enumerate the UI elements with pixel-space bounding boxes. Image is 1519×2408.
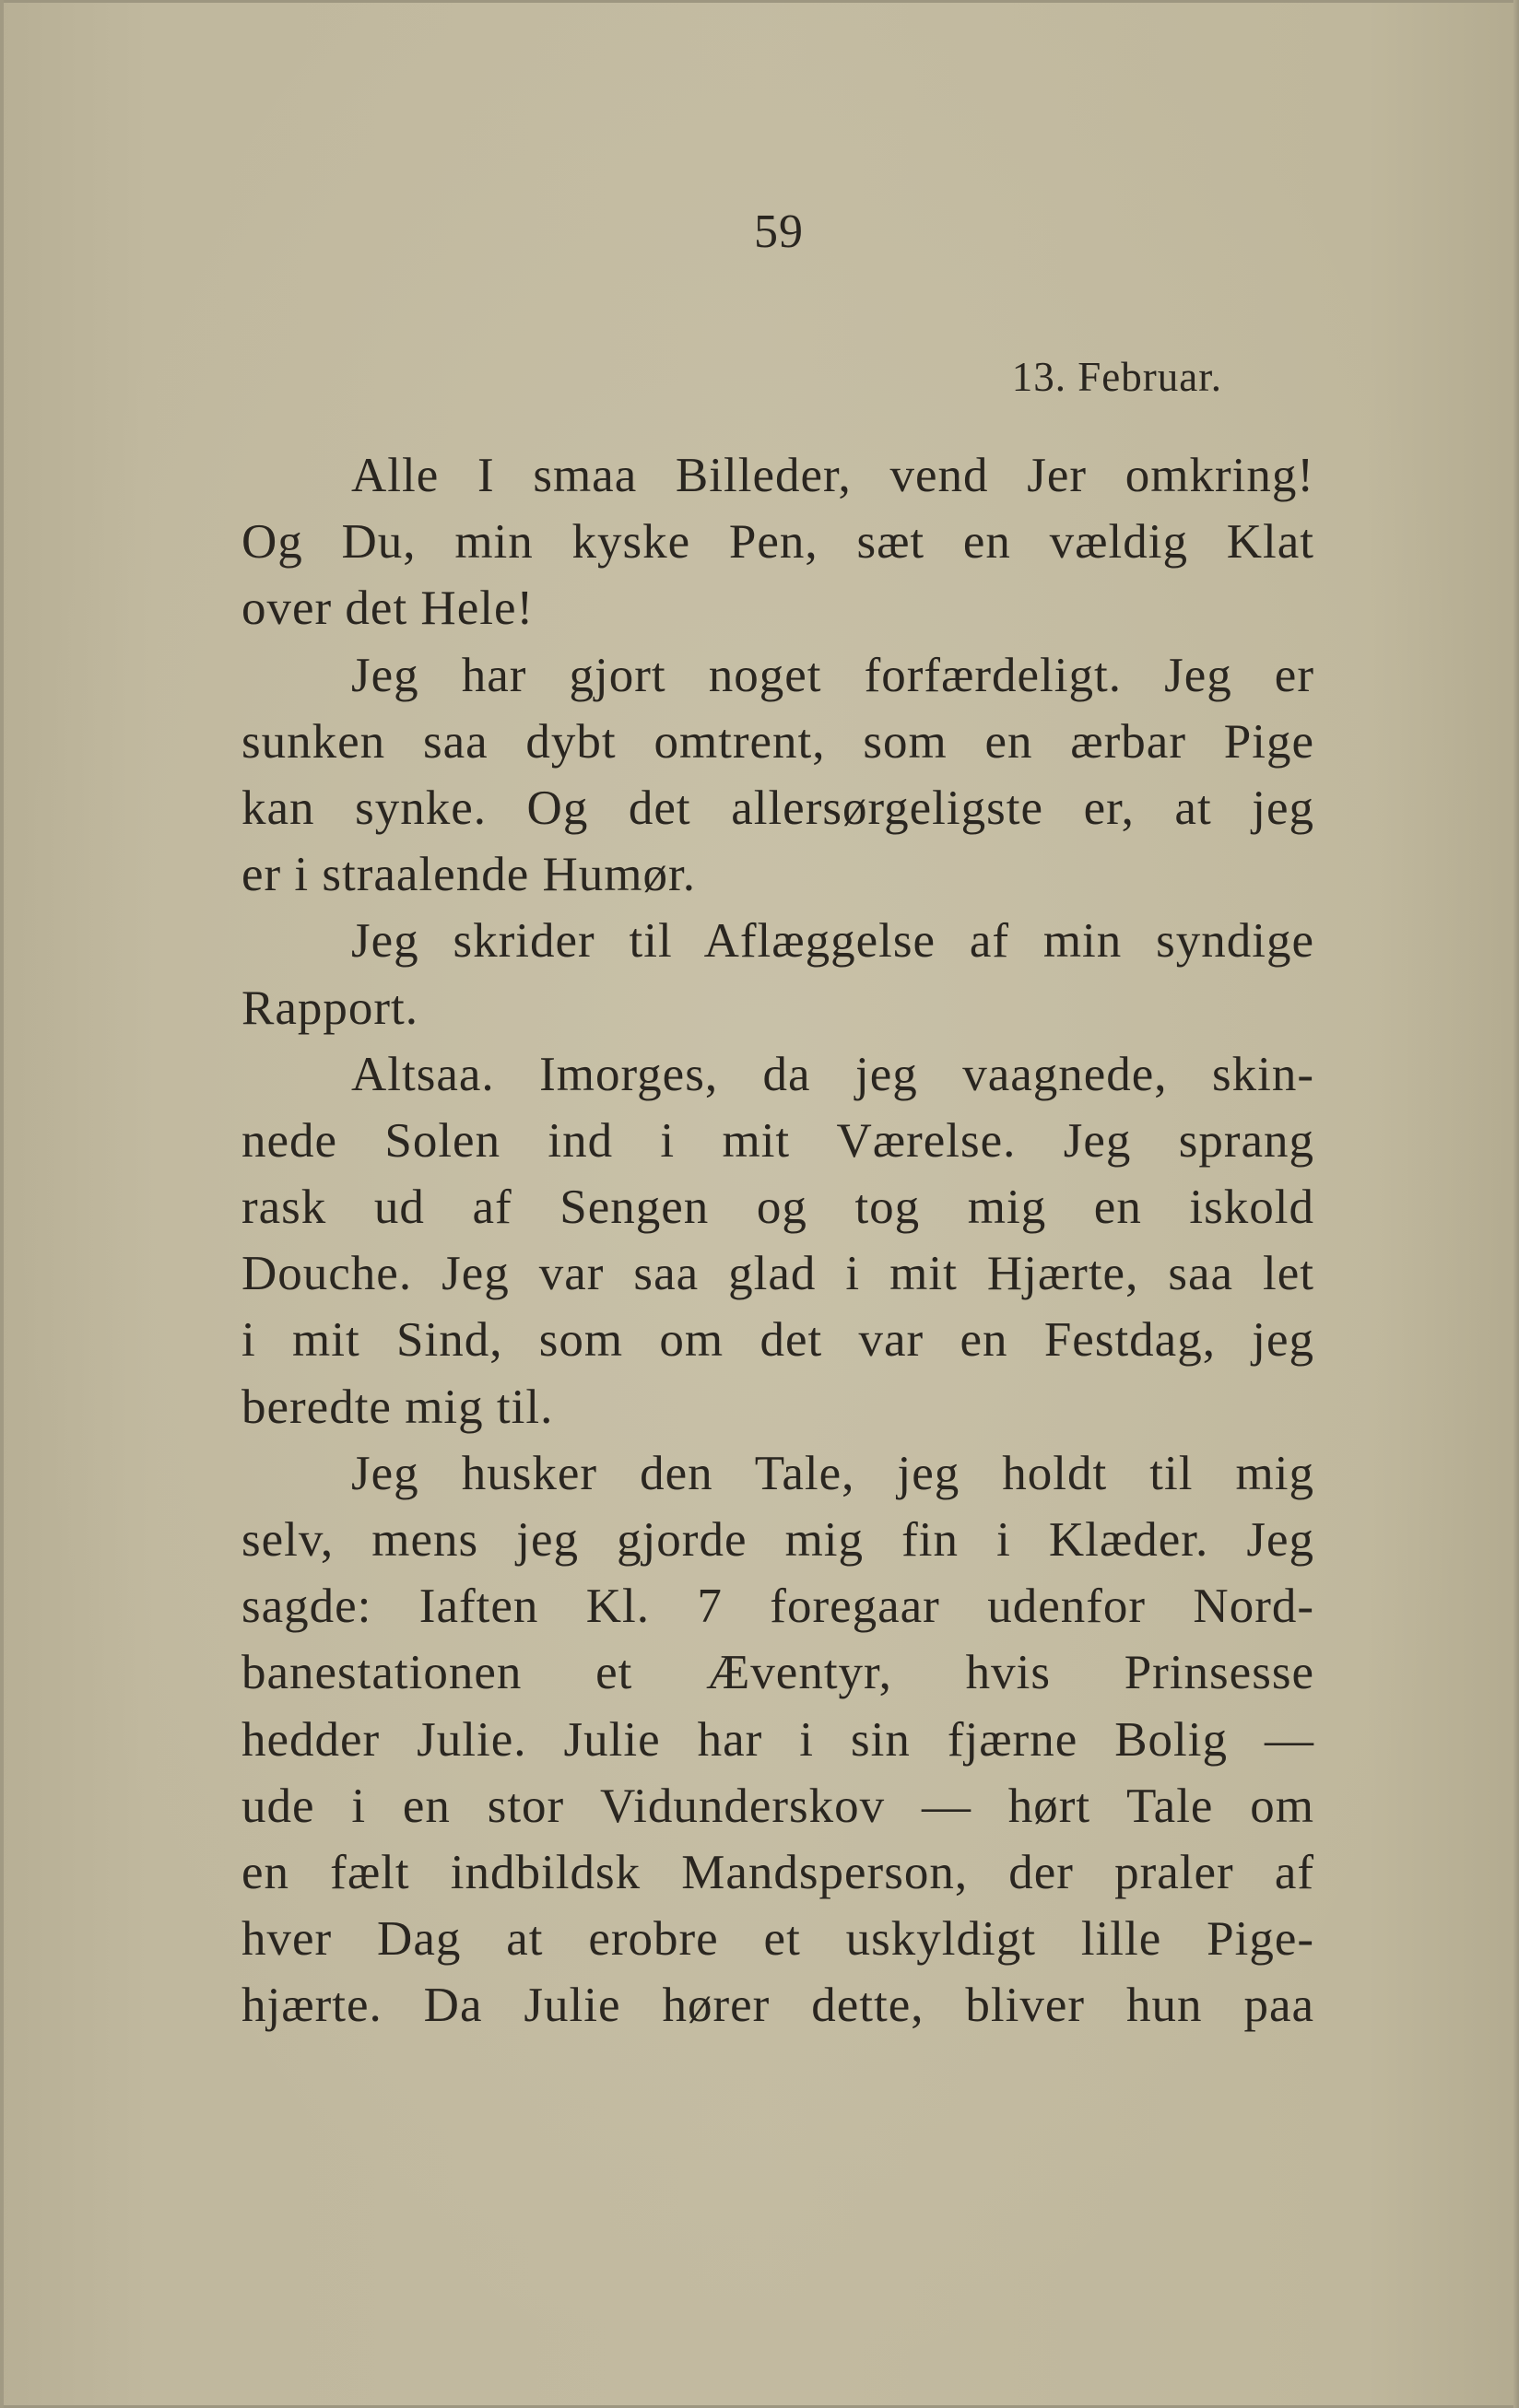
text-line: sunken saa dybt omtrent, som en ærbar Pige bbox=[241, 714, 1314, 769]
text-line: Rapport. bbox=[241, 981, 418, 1035]
text-line: i mit Sind, som om det var en Festdag, jeg bbox=[241, 1313, 1314, 1368]
text-line: sagde: Iaften Kl. 7 foregaar udenfor Nord- bbox=[241, 1580, 1314, 1634]
text-line: hver Dag at erobre et uskyldigt lille Pige- bbox=[241, 1912, 1314, 1967]
page-number: 59 bbox=[754, 206, 804, 258]
text-line: Jeg husker den Tale, jeg holdt til mig bbox=[351, 1446, 1314, 1500]
text-line: rask ud af Sengen og tog mig en iskold bbox=[241, 1181, 1314, 1235]
text-line: over det Hele! bbox=[241, 581, 535, 636]
text-line: Og Du, min kyske Pen, sæt en vældig Klat bbox=[241, 515, 1314, 570]
text-line: beredte mig til. bbox=[241, 1380, 554, 1434]
body-text bbox=[241, 442, 1314, 2039]
text-line: banestationen et Æventyr, hvis Prinsesse bbox=[241, 1646, 1314, 1700]
text-line: Altsaa. Imorges, da jeg vaagnede, skin- bbox=[351, 1047, 1314, 1101]
page-right-edge bbox=[1513, 0, 1519, 2408]
text-line: kan synke. Og det allersørgeligste er, at jeg bbox=[241, 781, 1314, 835]
text-line: Douche. Jeg var saa glad i mit Hjærte, saa let bbox=[241, 1247, 1314, 1301]
text-line: selv, mens jeg gjorde mig fin i Klæder. Jeg bbox=[241, 1513, 1314, 1567]
text-line: ude i en stor Vidunderskov — hørt Tale om bbox=[241, 1779, 1314, 1833]
text-line: nede Solen ind i mit Værelse. Jeg sprang bbox=[241, 1113, 1314, 1168]
text-line: Jeg har gjort noget forfærdeligt. Jeg er bbox=[351, 648, 1314, 702]
text-line: hjærte. Da Julie hører dette, bliver hun paa bbox=[241, 1979, 1314, 2033]
text-line: en fælt indbildsk Mandsperson, der praler af bbox=[241, 1845, 1314, 1899]
text-line: Jeg skrider til Aflæggelse af min syndige bbox=[351, 914, 1314, 969]
text-line: hedder Julie. Julie har i sin fjærne Bolig — bbox=[241, 1712, 1314, 1767]
diary-dateline: 13. Februar. bbox=[1011, 354, 1222, 400]
text-line: er i straalende Humør. bbox=[241, 848, 696, 902]
text-line: Alle I smaa Billeder, vend Jer omkring! bbox=[351, 449, 1314, 502]
